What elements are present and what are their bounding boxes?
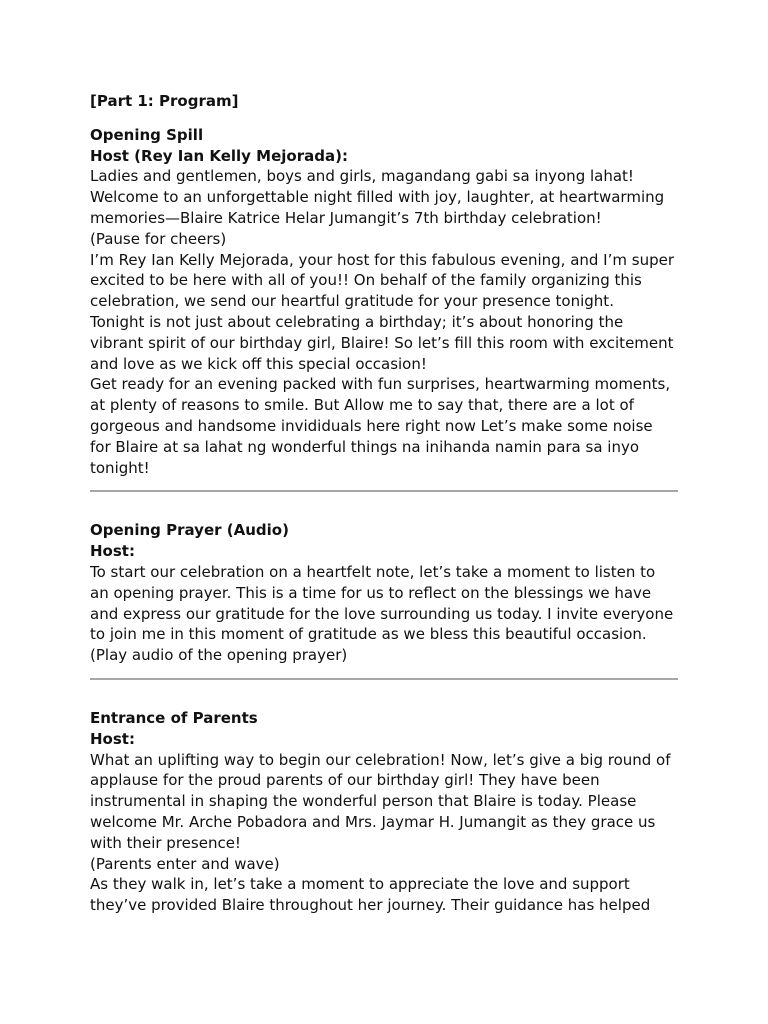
- stage-direction: (Pause for cheers): [90, 229, 227, 248]
- speaker-label: Host (Rey Ian Kelly Mejorada):: [90, 146, 348, 165]
- script-line: for Blaire at sa lahat ng wonderful things na inihanda namin para sa inyo: [90, 437, 640, 456]
- script-line: and love as we kick off this special occasion!: [90, 354, 427, 373]
- script-line: tonight!: [90, 458, 150, 477]
- script-line: gorgeous and handsome invididuals here right now Let’s make some noise: [90, 416, 653, 435]
- section-divider: [90, 678, 678, 680]
- script-line: What an uplifting way to begin our celebration! Now, let’s give a big round of: [90, 750, 671, 769]
- script-line: they’ve provided Blaire throughout her journey. Their guidance has helped: [90, 896, 651, 915]
- section-divider: [90, 490, 678, 492]
- section-heading: Entrance of Parents: [90, 708, 258, 727]
- script-line: instrumental in shaping the wonderful person that Blaire is today. Please: [90, 792, 637, 811]
- speaker-label: Host:: [90, 729, 135, 748]
- script-line: to join me in this moment of gratitude as we bless this beautiful occasion.: [90, 625, 647, 644]
- script-line: Ladies and gentlemen, boys and girls, magandang gabi sa inyong lahat!: [90, 167, 634, 186]
- script-line: To start our celebration on a heartfelt note, let’s take a moment to listen to: [90, 562, 656, 581]
- section-opening-prayer: [90, 520, 680, 666]
- stage-direction: (Play audio of the opening prayer): [90, 646, 348, 665]
- script-line: Welcome to an unforgettable night filled with joy, laughter, at heartwarming: [90, 188, 665, 207]
- script-line: Tonight is not just about celebrating a birthday; it’s about honoring the: [90, 312, 624, 331]
- script-line: applause for the proud parents of our birthday girl! They have been: [90, 771, 600, 790]
- section-entrance-of-parents: [90, 708, 680, 916]
- speaker-label: Host:: [90, 542, 135, 561]
- script-line: vibrant spirit of our birthday girl, Blaire! So let’s fill this room with excitement: [90, 333, 674, 352]
- section-heading: Opening Prayer (Audio): [90, 521, 289, 540]
- script-line: As they walk in, let’s take a moment to appreciate the love and support: [90, 875, 630, 894]
- script-line: an opening prayer. This is a time for us to reflect on the blessings we have: [90, 583, 652, 602]
- section-heading: Opening Spill: [90, 125, 204, 144]
- script-line: Get ready for an evening packed with fun surprises, heartwarming moments,: [90, 375, 671, 394]
- part-title: [Part 1: Program]: [90, 92, 239, 110]
- script-line: welcome Mr. Arche Pobadora and Mrs. Jaymar H. Jumangit as they grace us: [90, 812, 656, 831]
- script-line: and express our gratitude for the love surrounding us today. I invite everyone: [90, 604, 674, 623]
- stage-direction: (Parents enter and wave): [90, 854, 280, 873]
- script-line: celebration, we send our heartful gratitude for your presence tonight.: [90, 292, 614, 311]
- script-line: I’m Rey Ian Kelly Mejorada, your host for this fabulous evening, and I’m super: [90, 250, 674, 269]
- script-line: memories—Blaire Katrice Helar Jumangit’s 7th birthday celebration!: [90, 208, 602, 227]
- section-opening-spill: [90, 125, 680, 479]
- document-page: [90, 91, 680, 916]
- script-line: excited to be here with all of you!! On behalf of the family organizing this: [90, 271, 642, 290]
- script-line: with their presence!: [90, 833, 241, 852]
- script-line: at plenty of reasons to smile. But Allow me to say that, there are a lot of: [90, 396, 634, 415]
